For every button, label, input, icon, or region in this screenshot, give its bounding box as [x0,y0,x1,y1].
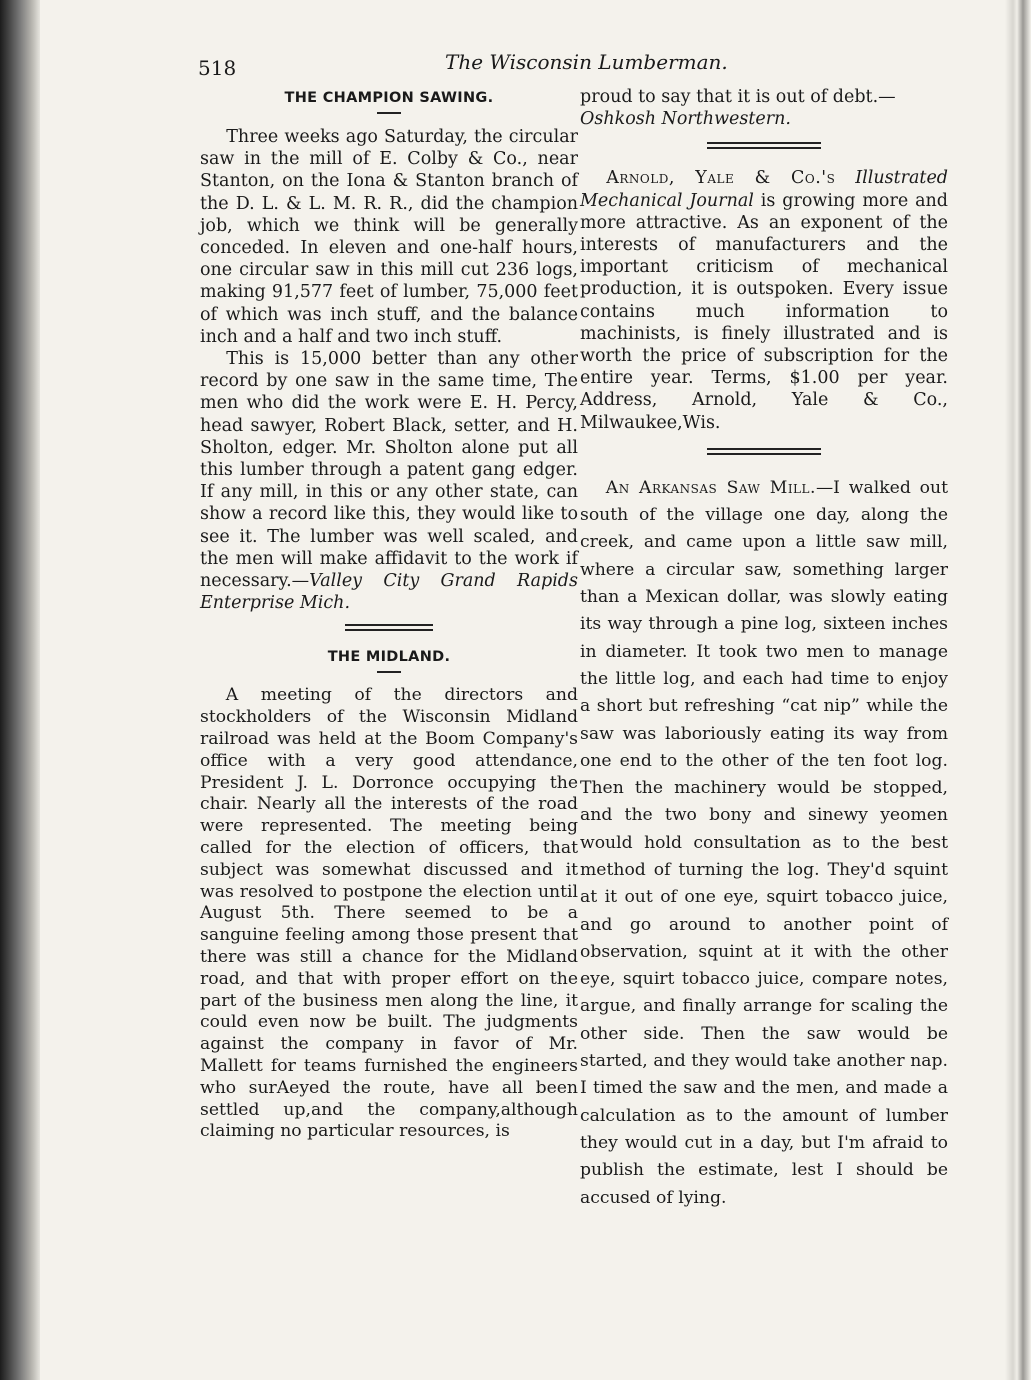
title-rule [377,671,401,673]
page-edge [1005,0,1031,1380]
mechanical-journal-lead: Arnold, Yale & Co.'s [606,168,836,189]
right-column [580,86,948,1212]
section-divider [707,142,821,149]
running-head: The Wisconsin Lumberman. [445,50,728,74]
champion-sawing-paragraph-1: Three weeks ago Saturday, the circular saw in the mill of E. Colby & Co., near Stanton, on the Iona & Stanton branch of the D. L. & L. M. R. R., did the champion job, which we think will be generally conceded. In eleven and one-half hours, one circular saw in this mill cut 236 logs, making 91,577 feet of lumber, 75,000 feet of which was inch stuff, and the balance inch and a half and two inch stuff. [200,127,578,347]
arkansas-saw-mill-lead: An Arkansas Saw Mill. [605,477,816,498]
arkansas-saw-mill-body: —I walked out south of the village one day, along the creek, and came upon a little saw mill, where a circular saw, something larger than a Mexican dollar, was slowly eating its way through a pine log, sixteen inches in diameter. It took two men to manage the little log, and each had time to enjoy a short but refreshing “cat nip” while the saw was laboriously eating its way from one end to the other of the ten foot log. Then the machinery would be stopped, and the two bony and sinewy yeomen would hold consultation as to the best method of turning the log. They'd squint at it out of one eye, squirt tobacco juice, and go around to another point of observation, squint at it with the other eye, squirt tobacco juice, compare notes, argue, and finally arrange for scaling the other side. Then the saw would be started, and they would take another nap. I timed the saw and the men, and made a calculation as to the amount of lumber they would cut in a day, but I'm afraid to publish the estimate, lest I should be accused of lying. [580,477,948,1208]
section-divider [707,448,821,455]
mechanical-journal-paragraph [580,167,948,433]
book-binding-shadow [0,0,40,1380]
section-divider [345,624,433,631]
left-column [200,90,578,1143]
champion-sawing-paragraph-2 [200,348,578,614]
mechanical-journal-name: Illustrated Mechanical Journal [580,168,948,211]
midland-source: Oshkosh Northwestern. [580,109,791,130]
arkansas-saw-mill-paragraph [580,475,948,1212]
page-number: 518 [198,56,237,80]
champion-sawing-source: Valley City Grand Rapids Enterprise Mich. [200,571,578,614]
midland-continued: proud to say that it is out of debt.— [580,87,896,107]
title-rule [377,112,401,114]
midland-title: THE MIDLAND. [327,649,451,666]
champion-sawing-paragraph-2-text: This is 15,000 better than any other record by one saw in the same time, The men who did the work were E. H. Percy, head sawyer, Robert Black, setter, and H. Sholton, edger. Mr. Sholton alone put all this lumber through a patent gang edger. If any mill, in this or any other state, can show a record like this, they would like to see it. The lumber was well scaled, and the men will make affidavit to the work if necessary.— [200,349,578,592]
champion-sawing-title: THE CHAMPION SAWING. [284,90,494,106]
mechanical-journal-body: is growing more and more attractive. As an exponent of the interests of manufacturers and the important criticism of mechanical production, it is outspoken. Every issue contains much information to machinists, is finely illustrated and is worth the price of subscription for the entire year. Terms, $1.00 per year. Address, Arnold, Yale & Co., Milwaukee,Wis. [580,190,948,433]
midland-paragraph: A meeting of the directors and stockholders of the Wisconsin Midland railroad was held at the Boom Company's office with a very good attendance, President J. L. Dorronce occupying the chair. Nearly all the interests of the road were represented. The meeting being called for the election of officers, that subject was somewhat discussed and it was resolved to postpone the election until August 5th. There seemed to be a sanguine feeling among those present that there was still a chance for the Midland road, and that with proper effort on the part of the business men along the line, it could even now be built. The judgments against the company in favor of Mr. Mallett for teams furnished the engineers who surAeyed the route, have all been settled up,and the company,although claiming no particular resources, is [200,685,578,1142]
